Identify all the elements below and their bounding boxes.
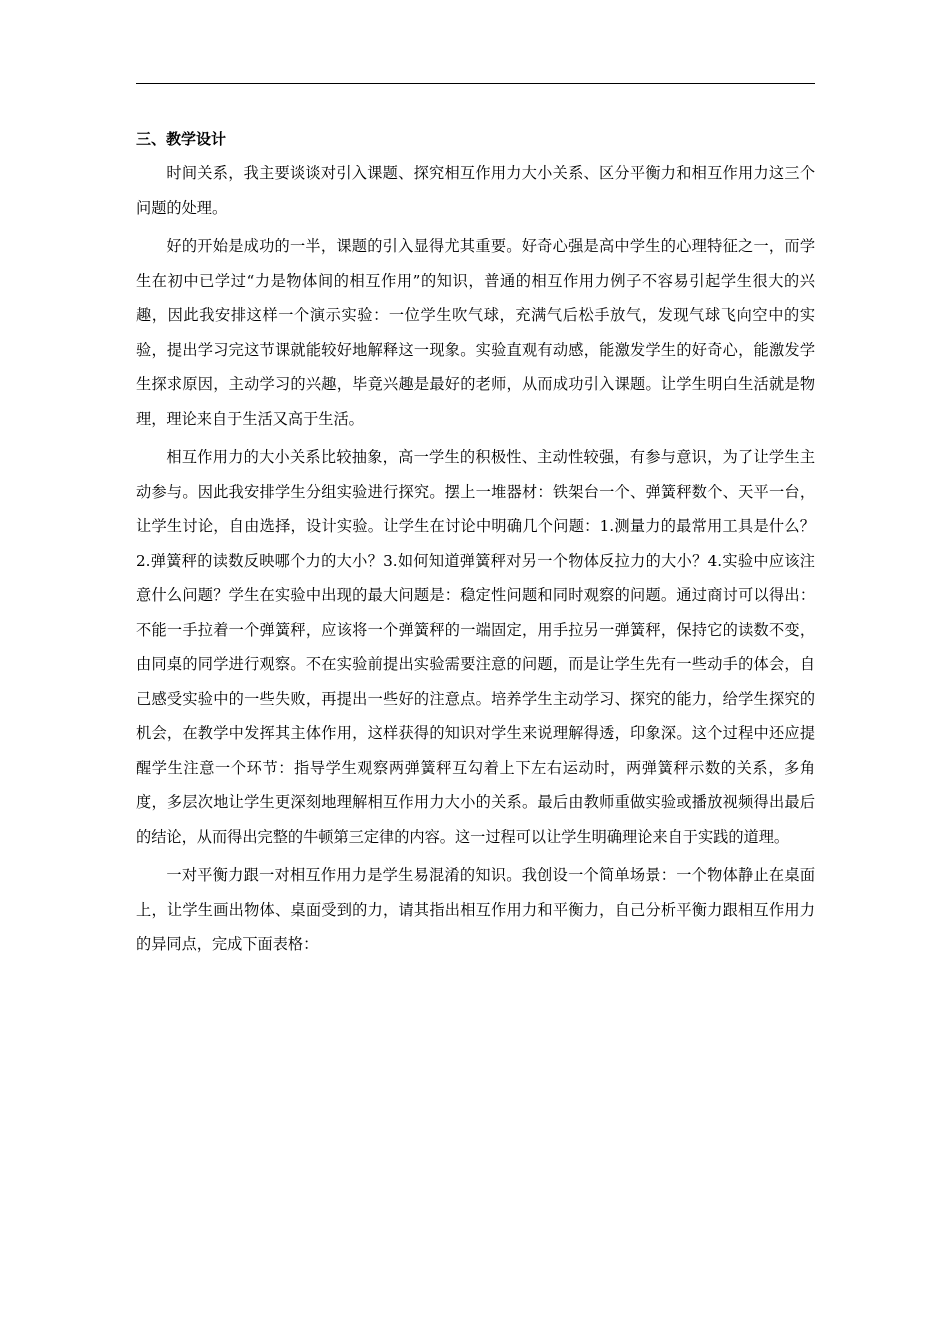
document-body bbox=[136, 122, 815, 962]
header-rule bbox=[136, 83, 815, 84]
paragraph-intro: 时间关系，我主要谈谈对引入课题、探究相互作用力大小关系、区分平衡力和相互作用力这三个问题的处理。 bbox=[136, 164, 815, 217]
paragraph-balanced-vs-interaction-forces: 一对平衡力跟一对相互作用力是学生易混淆的知识。我创设一个简单场景：一个物体静止在桌面上，让学生画出物体、桌面受到的力，请其指出相互作用力和平衡力，自己分析平衡力跟相互作用力的异同点，完成下面表格： bbox=[136, 866, 815, 953]
section-heading: 三、教学设计 bbox=[136, 130, 227, 148]
paragraph-force-magnitude-experiment: 相互作用力的大小关系比较抽象，高一学生的积极性、主动性较强，有参与意识，为了让学生主动参与。因此我安排学生分组实验进行探究。摆上一堆器材：铁架台一个、弹簧秤数个、天平一台，让学生讨论，自由选择，设计实验。让学生在讨论中明确几个问题：1.测量力的最常用工具是什么？2.弹簧秤的读数反映哪个力的大小？3.如何知道弹簧秤对另一个物体反拉力的大小？4.实验中应该注意什么问题？学生在实验中出现的最大问题是：稳定性问题和同时观察的问题。通过商讨可以得出：不能一手拉着一个弹簧秤，应该将一个弹簧秤的一端固定，用手拉另一弹簧秤，保持它的读数不变，由同桌的同学进行观察。不在实验前提出实验需要注意的问题，而是让学生先有一些动手的体会，自己感受实验中的一些失败，再提出一些好的注意点。培养学生主动学习、探究的能力，给学生探究的机会，在教学中发挥其主体作用，这样获得的知识对学生来说理解得透，印象深。这个过程中还应提醒学生注意一个环节：指导学生观察两弹簧秤互勾着上下左右运动时，两弹簧秤示数的关系，多角度，多层次地让学生更深刻地理解相互作用力大小的关系。最后由教师重做实验或播放视频得出最后的结论，从而得出完整的牛顿第三定律的内容。这一过程可以让学生明确理论来自于实践的道理。 bbox=[136, 448, 815, 846]
paragraph-introducing-topic: 好的开始是成功的一半，课题的引入显得尤其重要。好奇心强是高中学生的心理特征之一，而学生在初中已学过“力是物体间的相互作用”的知识，普通的相互作用力例子不容易引起学生很大的兴趣，因此我安排这样一个演示实验：一位学生吹气球，充满气后松手放气，发现气球飞向空中的实验，提出学习完这节课就能较好地解释这一现象。实验直观有动感，能激发学生的好奇心，能激发学生探求原因，主动学习的兴趣，毕竟兴趣是最好的老师，从而成功引入课题。让学生明白生活就是物理，理论来自于生活又高于生活。 bbox=[136, 237, 815, 428]
